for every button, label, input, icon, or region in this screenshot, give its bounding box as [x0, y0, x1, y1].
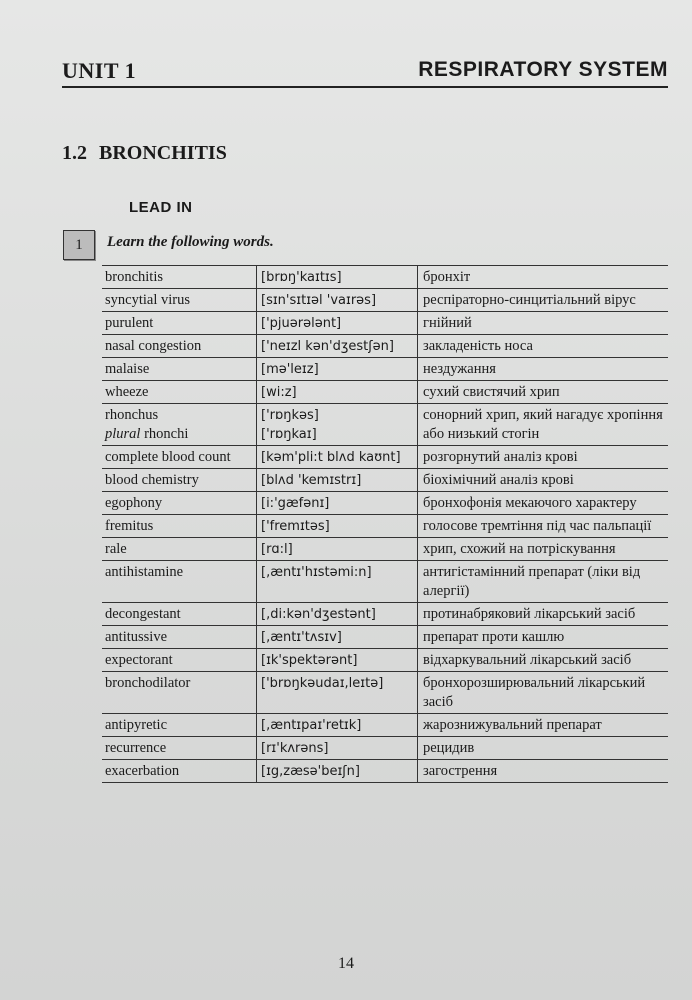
table-row	[102, 760, 668, 783]
term-cell	[102, 538, 257, 561]
page-number: 14	[338, 955, 354, 972]
transcription-cell	[257, 538, 418, 561]
term-text: wheeze	[105, 384, 149, 400]
translation-cell	[418, 266, 669, 289]
translation-text: голосове тремтіння під час пальпації	[423, 518, 652, 534]
translation-text: препарат проти кашлю	[423, 629, 565, 645]
term-cell	[102, 737, 257, 760]
transcription-text: [ɪg,zæsə'beɪʃn]	[261, 764, 360, 779]
unit-header	[62, 56, 668, 88]
translation-cell	[418, 561, 669, 603]
transcription-text: [,di:kən'dʒestənt]	[261, 607, 376, 622]
transcription-text: ['neɪzl kən'dʒestʃən]	[261, 339, 394, 354]
transcription-cell	[257, 649, 418, 672]
transcription-cell	[257, 760, 418, 783]
transcription-cell	[257, 492, 418, 515]
translation-cell	[418, 672, 669, 714]
term-cell	[102, 266, 257, 289]
transcription-text: [wi:z]	[261, 385, 297, 400]
plural-label: plural	[105, 426, 141, 442]
term-text: antitussive	[105, 629, 168, 645]
table-row	[102, 649, 668, 672]
term-plural-line	[105, 425, 252, 444]
term-cell	[102, 492, 257, 515]
table-row	[102, 515, 668, 538]
transcription-text: [,æntɪpaɪ'retɪk]	[261, 718, 362, 733]
transcription-text: [rɪ'kʌrəns]	[261, 741, 329, 756]
transcription-cell	[257, 626, 418, 649]
translation-cell	[418, 714, 669, 737]
translation-cell	[418, 626, 669, 649]
table-row	[102, 672, 668, 714]
term-cell	[102, 446, 257, 469]
vocabulary-table	[102, 265, 668, 783]
transcription-cell	[257, 737, 418, 760]
translation-text: розгорнутий аналіз крові	[423, 449, 578, 465]
table-row	[102, 603, 668, 626]
term-text: blood chemistry	[105, 472, 199, 488]
transcription-cell	[257, 714, 418, 737]
translation-text: респіраторно-синцитіальний вірус	[423, 292, 636, 308]
transcription-text: ['fremɪtəs]	[261, 519, 330, 534]
term-cell	[102, 672, 257, 714]
unit-title: RESPIRATORY SYSTEM	[418, 58, 668, 81]
transcription-cell	[257, 404, 418, 446]
section-name: BRONCHITIS	[99, 142, 227, 164]
term-text: rhonchus	[105, 407, 159, 423]
term-plural-text: rhonchi	[144, 426, 189, 442]
transcription-text: [mə'leɪz]	[261, 362, 319, 377]
translation-cell	[418, 760, 669, 783]
translation-text: бронхіт	[423, 269, 471, 285]
transcription-cell	[257, 515, 418, 538]
term-cell	[102, 603, 257, 626]
transcription-cell	[257, 266, 418, 289]
term-text: purulent	[105, 315, 154, 331]
translation-text: антигістамінний препарат (ліки від алергії)	[423, 564, 641, 599]
translation-cell	[418, 404, 669, 446]
translation-text: бронхофонія мекаючого характеру	[423, 495, 637, 511]
translation-cell	[418, 312, 669, 335]
transcription-text: [sɪn'sɪtɪəl 'vaɪrəs]	[261, 293, 377, 308]
transcription-text: [ɪk'spektərənt]	[261, 653, 358, 668]
translation-text: хрип, схожий на потріскування	[423, 541, 616, 557]
translation-cell	[418, 335, 669, 358]
translation-text: рецидив	[423, 740, 475, 756]
translation-cell	[418, 737, 669, 760]
translation-text: відхаркувальний лікарський засіб	[423, 652, 632, 668]
translation-cell	[418, 469, 669, 492]
table-row	[102, 358, 668, 381]
translation-cell	[418, 289, 669, 312]
term-text: recurrence	[105, 740, 167, 756]
term-text: nasal congestion	[105, 338, 202, 354]
term-text: fremitus	[105, 518, 154, 534]
term-text: malaise	[105, 361, 150, 377]
translation-text: протинабряковий лікарський засіб	[423, 606, 636, 622]
table-row	[102, 714, 668, 737]
transcription-cell	[257, 289, 418, 312]
term-text: bronchodilator	[105, 675, 191, 691]
term-cell	[102, 358, 257, 381]
translation-cell	[418, 492, 669, 515]
transcription-cell	[257, 561, 418, 603]
translation-cell	[418, 381, 669, 404]
transcription-cell	[257, 446, 418, 469]
term-text: decongestant	[105, 606, 181, 622]
term-cell	[102, 714, 257, 737]
exercise-instruction: Learn the following words.	[107, 234, 274, 250]
translation-text: загострення	[423, 763, 498, 779]
term-cell	[102, 289, 257, 312]
translation-cell	[418, 446, 669, 469]
term-text: exacerbation	[105, 763, 180, 779]
transcription-text: [kəm'pli:t blʌd kaʊnt]	[261, 450, 401, 465]
transcription-plural-text: ['rɒŋkaɪ]	[261, 427, 317, 442]
transcription-cell	[257, 469, 418, 492]
transcription-text: [rɑ:l]	[261, 542, 293, 557]
translation-text: бронхорозширювальний лікарський засіб	[423, 675, 646, 710]
translation-text: жарознижувальний препарат	[423, 717, 602, 733]
translation-text: сухий свистячий хрип	[423, 384, 560, 400]
term-cell	[102, 515, 257, 538]
translation-text: нездужання	[423, 361, 496, 377]
table-row	[102, 446, 668, 469]
table-row	[102, 266, 668, 289]
transcription-cell	[257, 358, 418, 381]
term-cell	[102, 760, 257, 783]
transcription-text: ['rɒŋkəs]	[261, 408, 319, 423]
term-cell	[102, 335, 257, 358]
translation-text: гнійний	[423, 315, 472, 331]
table-row	[102, 289, 668, 312]
exercise-number-box: 1	[63, 230, 95, 260]
term-text: antihistamine	[105, 564, 184, 580]
transcription-cell	[257, 381, 418, 404]
transcription-cell	[257, 312, 418, 335]
translation-cell	[418, 358, 669, 381]
term-text: antipyretic	[105, 717, 168, 733]
table-row	[102, 492, 668, 515]
transcription-cell	[257, 335, 418, 358]
transcription-text: [,æntɪ'hɪstəmi:n]	[261, 565, 372, 580]
section-title	[62, 142, 227, 165]
transcription-text: [brɒŋ'kaɪtɪs]	[261, 270, 342, 285]
translation-text: сонорний хрип, який нагадує хропіння або низький стогін	[423, 407, 663, 442]
translation-text: біохімічний аналіз крові	[423, 472, 574, 488]
term-cell	[102, 381, 257, 404]
term-text: syncytial virus	[105, 292, 190, 308]
translation-cell	[418, 515, 669, 538]
transcription-text: [blʌd 'kemɪstrɪ]	[261, 473, 362, 488]
table-row	[102, 626, 668, 649]
transcription-text: [i:'gæfənɪ]	[261, 496, 330, 511]
lead-in-heading: LEAD IN	[129, 199, 193, 216]
table-row	[102, 381, 668, 404]
section-number: 1.2	[62, 142, 87, 164]
term-cell	[102, 404, 257, 446]
translation-cell	[418, 649, 669, 672]
term-text: rale	[105, 541, 127, 557]
table-row	[102, 404, 668, 446]
term-cell	[102, 469, 257, 492]
translation-text: закладеність носа	[423, 338, 533, 354]
term-text: egophony	[105, 495, 163, 511]
term-text: expectorant	[105, 652, 173, 668]
table-row	[102, 469, 668, 492]
table-row	[102, 737, 668, 760]
transcription-text: ['pjuərələnt]	[261, 316, 342, 331]
table-row	[102, 561, 668, 603]
table-row	[102, 335, 668, 358]
transcription-cell	[257, 672, 418, 714]
translation-cell	[418, 603, 669, 626]
transcription-text: [,æntɪ'tʌsɪv]	[261, 630, 342, 645]
term-cell	[102, 626, 257, 649]
term-text: complete blood count	[105, 449, 231, 465]
term-cell	[102, 561, 257, 603]
table-row	[102, 538, 668, 561]
term-cell	[102, 312, 257, 335]
translation-cell	[418, 538, 669, 561]
term-text: bronchitis	[105, 269, 163, 285]
term-cell	[102, 649, 257, 672]
transcription-cell	[257, 603, 418, 626]
transcription-text: ['brɒŋkəudaɪ,leɪtə]	[261, 676, 384, 691]
table-row	[102, 312, 668, 335]
unit-label: UNIT 1	[62, 58, 137, 83]
